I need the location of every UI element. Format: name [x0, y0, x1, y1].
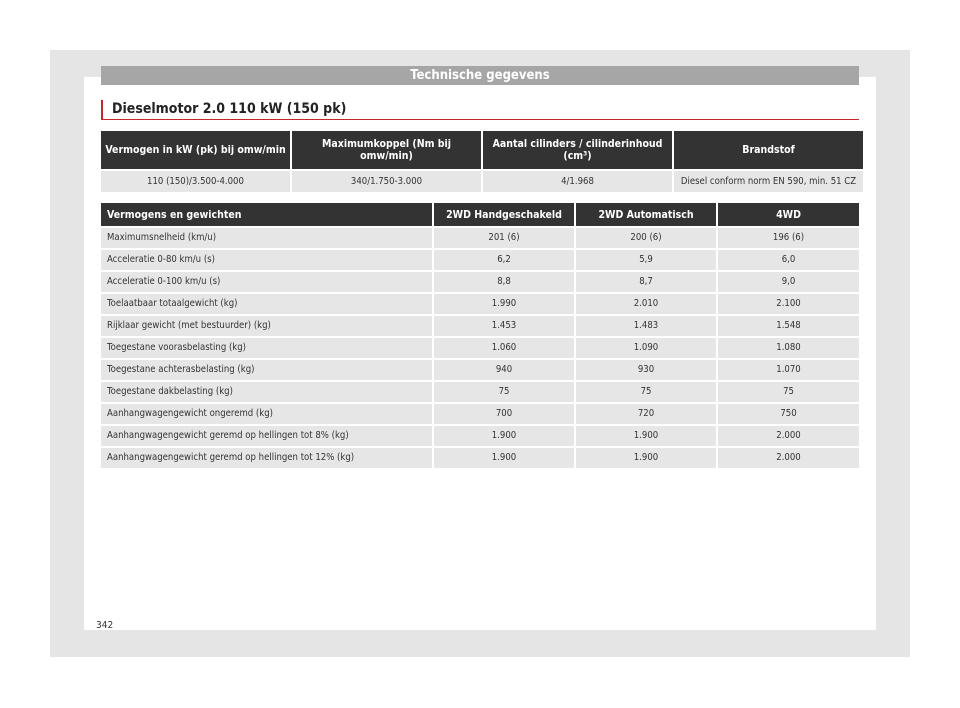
- row-label: Toelaatbaar totaalgewicht (kg): [101, 292, 432, 314]
- table-cell: 6,0: [718, 248, 859, 270]
- row-label: Toegestane dakbelasting (kg): [101, 380, 432, 402]
- table-cell: 4/1.968: [483, 169, 672, 192]
- table-row: [101, 292, 859, 314]
- table-row: [101, 336, 859, 358]
- table-cell: 940: [434, 358, 574, 380]
- table-row: [101, 314, 859, 336]
- table-cell: 1.900: [576, 446, 716, 468]
- row-label: Toegestane voorasbelasting (kg): [101, 336, 432, 358]
- row-label: Maximumsnelheid (km/u): [101, 226, 432, 248]
- table-cell: 75: [434, 380, 574, 402]
- table-cell: 1.900: [434, 446, 574, 468]
- table-cell: 1.990: [434, 292, 574, 314]
- column-header: Vermogen in kW (pk) bij omw/min: [101, 131, 290, 169]
- table-row: [101, 402, 859, 424]
- table-row: [101, 424, 859, 446]
- table-cell: Diesel conform norm EN 590, min. 51 CZ: [674, 169, 863, 192]
- table-row: [101, 248, 859, 270]
- table-cell: 2.000: [718, 424, 859, 446]
- table-row: [101, 270, 859, 292]
- table-row: [101, 446, 859, 468]
- column-header: 4WD: [718, 203, 859, 226]
- table-cell: 6,2: [434, 248, 574, 270]
- table-cell: 201 (6): [434, 226, 574, 248]
- table-row: [101, 169, 863, 192]
- table-cell: 1.060: [434, 336, 574, 358]
- table-cell: 1.070: [718, 358, 859, 380]
- row-label: Aanhangwagengewicht geremd op hellingen tot 8% (kg): [101, 424, 432, 446]
- row-label: Rijklaar gewicht (met bestuurder) (kg): [101, 314, 432, 336]
- column-header: Maximumkoppel (Nm bij omw/min): [292, 131, 481, 169]
- table-cell: 1.548: [718, 314, 859, 336]
- column-header: Brandstof: [674, 131, 863, 169]
- table-cell: 8,7: [576, 270, 716, 292]
- table-cell: 5,9: [576, 248, 716, 270]
- engine-specs-table: [99, 131, 865, 192]
- table-cell: 200 (6): [576, 226, 716, 248]
- row-label: Acceleratie 0-80 km/u (s): [101, 248, 432, 270]
- table-cell: 8,8: [434, 270, 574, 292]
- section-title: Dieselmotor 2.0 110 kW (150 pk): [101, 100, 859, 120]
- table-cell: 1.900: [576, 424, 716, 446]
- row-label: Aanhangwagengewicht geremd op hellingen tot 12% (kg): [101, 446, 432, 468]
- table-header-row: [101, 131, 863, 169]
- table-cell: 1.483: [576, 314, 716, 336]
- table-cell: 1.900: [434, 424, 574, 446]
- table-cell: 2.010: [576, 292, 716, 314]
- table-header-row: [101, 203, 859, 226]
- column-header: 2WD Handgeschakeld: [434, 203, 574, 226]
- performance-weights-table: [99, 203, 861, 468]
- table-row: [101, 358, 859, 380]
- table-cell: 1.080: [718, 336, 859, 358]
- table-cell: 700: [434, 402, 574, 424]
- table-row: [101, 226, 859, 248]
- table-cell: 75: [576, 380, 716, 402]
- column-header: Vermogens en gewichten: [101, 203, 432, 226]
- column-header: Aantal cilinders / cilinderinhoud (cm³): [483, 131, 672, 169]
- row-label: Aanhangwagengewicht ongeremd (kg): [101, 402, 432, 424]
- table-cell: 1.453: [434, 314, 574, 336]
- table-cell: 110 (150)/3.500-4.000: [101, 169, 290, 192]
- row-label: Toegestane achterasbelasting (kg): [101, 358, 432, 380]
- table-cell: 9,0: [718, 270, 859, 292]
- column-header: 2WD Automatisch: [576, 203, 716, 226]
- table-cell: 720: [576, 402, 716, 424]
- row-label: Acceleratie 0-100 km/u (s): [101, 270, 432, 292]
- table-row: [101, 380, 859, 402]
- table-cell: 750: [718, 402, 859, 424]
- table-cell: 1.090: [576, 336, 716, 358]
- table-cell: 75: [718, 380, 859, 402]
- table-cell: 340/1.750-3.000: [292, 169, 481, 192]
- page-number: 342: [96, 620, 114, 631]
- table-cell: 2.000: [718, 446, 859, 468]
- chapter-title: Technische gegevens: [101, 66, 859, 85]
- table-cell: 2.100: [718, 292, 859, 314]
- table-cell: 196 (6): [718, 226, 859, 248]
- table-cell: 930: [576, 358, 716, 380]
